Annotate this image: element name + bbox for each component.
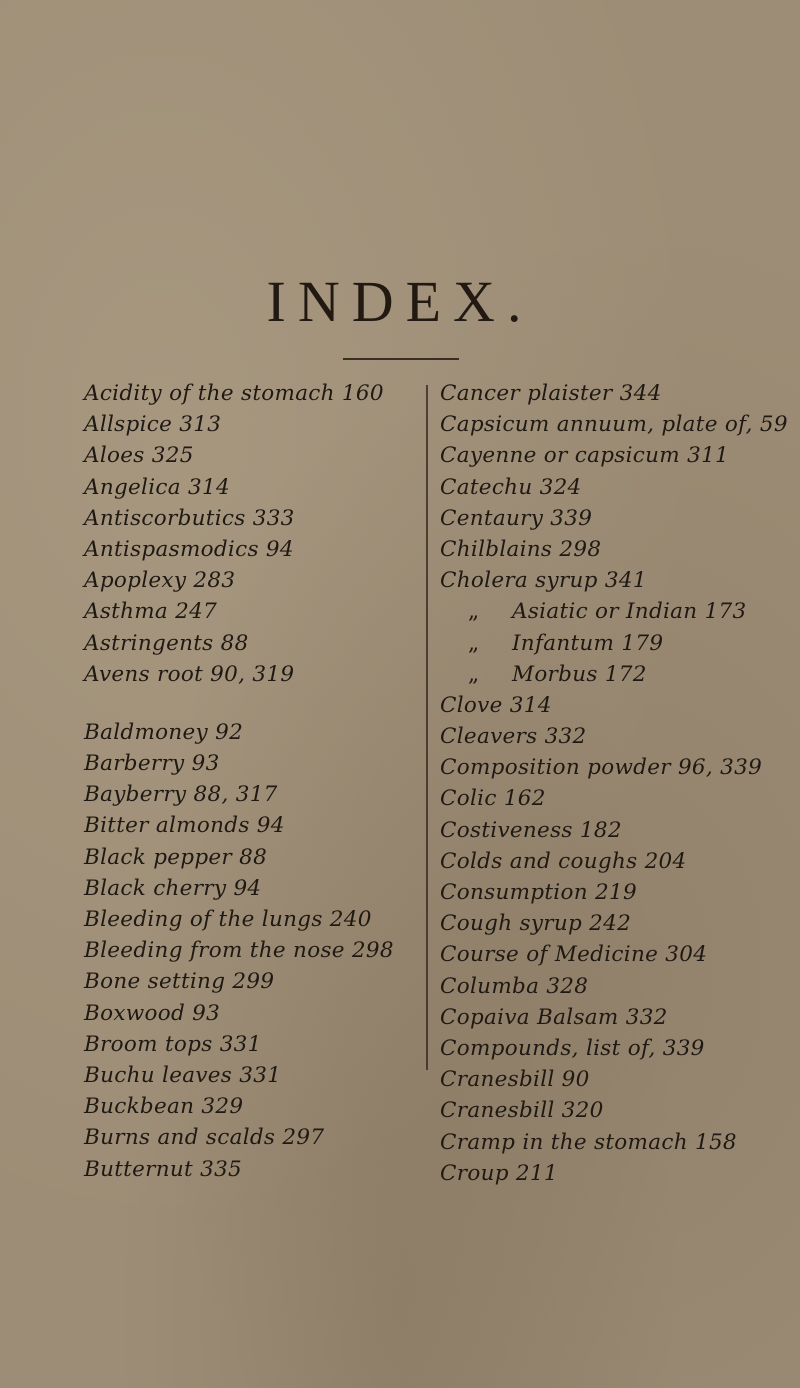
index-entry: Cayenne or capsicum 311 bbox=[440, 443, 730, 469]
index-entry: Consumption 219 bbox=[440, 880, 637, 905]
left-index-column bbox=[84, 378, 420, 1185]
index-entry: Barberry 93 bbox=[84, 751, 220, 777]
index-entry: Avens root 90, 319 bbox=[84, 661, 295, 687]
title-underline bbox=[343, 358, 459, 360]
index-entry: Cancer plaister 344 bbox=[440, 381, 662, 406]
index-entry: Butternut 335 bbox=[84, 1156, 243, 1182]
index-entry: Astringents 88 bbox=[84, 630, 249, 656]
index-entry: Burns and scalds 297 bbox=[84, 1125, 325, 1151]
index-entry: Composition powder 96, 339 bbox=[440, 755, 763, 781]
index-entry: Angelica 314 bbox=[84, 474, 230, 500]
index-entry: Black pepper 88 bbox=[84, 844, 268, 870]
index-entry: Black cherry 94 bbox=[84, 875, 262, 901]
index-entry: Bleeding from the nose 298 bbox=[84, 938, 394, 964]
index-entry: Asthma 247 bbox=[84, 599, 218, 625]
index-entry: Cranesbill 90 bbox=[440, 1067, 590, 1093]
index-entry: Apoplexy 283 bbox=[84, 568, 236, 594]
index-subentry bbox=[440, 628, 785, 659]
index-entry: Bone setting 299 bbox=[84, 969, 275, 995]
right-index-column bbox=[440, 378, 788, 1189]
index-entry: Acidity of the stomach 160 bbox=[84, 381, 384, 406]
index-entry: Cramp in the stomach 158 bbox=[440, 1129, 737, 1155]
index-subentry-text: Asiatic or Indian 173 bbox=[512, 599, 747, 625]
index-entry: Allspice 313 bbox=[84, 412, 222, 438]
index-entry: Antiscorbutics 333 bbox=[84, 505, 295, 531]
index-entry: Clove 314 bbox=[440, 692, 552, 718]
index-entry: Boxwood 93 bbox=[84, 1000, 221, 1026]
index-entry: Broom tops 331 bbox=[84, 1031, 262, 1057]
index-entry: Bitter almonds 94 bbox=[84, 813, 285, 839]
index-entry: Cranesbill 320 bbox=[440, 1098, 604, 1124]
index-entry: Copaiva Balsam 332 bbox=[440, 1004, 668, 1030]
index-subentry-text: Infantum 179 bbox=[512, 630, 664, 656]
index-entry: Chilblains 298 bbox=[440, 536, 602, 562]
index-entry: Colic 162 bbox=[440, 786, 546, 812]
index-entry: Aloes 325 bbox=[84, 443, 194, 469]
index-entry: Antispasmodics 94 bbox=[84, 536, 294, 562]
index-entry: Centaury 339 bbox=[440, 505, 593, 531]
index-entry: Course of Medicine 304 bbox=[440, 942, 708, 968]
index-entry: Catechu 324 bbox=[440, 474, 582, 500]
index-entry: Compounds, list of, 339 bbox=[440, 1035, 705, 1061]
index-entry: Capsicum annuum, plate of, 59 bbox=[440, 412, 788, 438]
index-entry: Buckbean 329 bbox=[84, 1094, 244, 1120]
index-entry: Bleeding of the lungs 240 bbox=[84, 907, 372, 932]
index-entry: Croup 211 bbox=[440, 1160, 558, 1186]
index-subentry-text: Morbus 172 bbox=[512, 661, 647, 687]
ditto-mark: „ bbox=[468, 599, 480, 625]
index-entry: Columba 328 bbox=[440, 973, 589, 999]
index-entry: Cleavers 332 bbox=[440, 724, 587, 750]
index-entry: Baldmoney 92 bbox=[84, 719, 244, 745]
page-title: INDEX. bbox=[266, 269, 534, 334]
ditto-mark: „ bbox=[468, 661, 480, 687]
index-entry: Buchu leaves 331 bbox=[84, 1062, 282, 1088]
column-divider bbox=[426, 385, 428, 1070]
index-subentry bbox=[440, 596, 785, 627]
index-subentry bbox=[440, 659, 785, 690]
index-section-gap bbox=[84, 690, 420, 717]
index-entry: Colds and coughs 204 bbox=[440, 848, 687, 874]
index-entry: Cholera syrup 341 bbox=[440, 568, 647, 594]
index-entry: Cough syrup 242 bbox=[440, 911, 632, 937]
ditto-mark: „ bbox=[468, 630, 480, 656]
index-entry: Costiveness 182 bbox=[440, 817, 622, 843]
index-entry: Bayberry 88, 317 bbox=[84, 782, 278, 808]
